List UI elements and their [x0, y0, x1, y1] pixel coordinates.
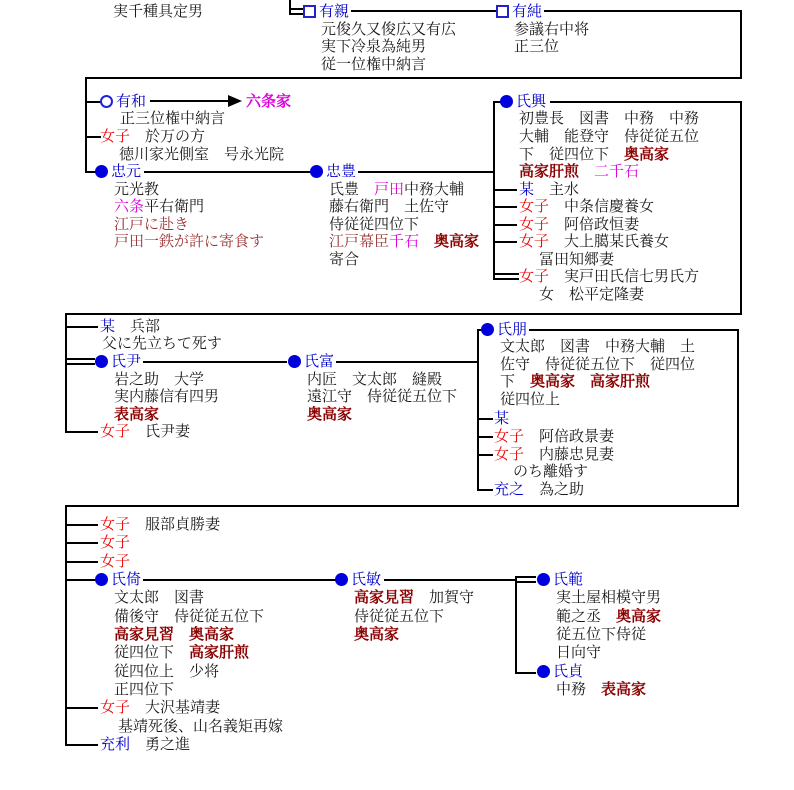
text-run: 充之 [494, 480, 525, 498]
person-detail [354, 626, 399, 642]
text-run: 女子 [494, 427, 525, 445]
text-run: 忠元 [111, 162, 142, 180]
text-run: 正三位 [514, 37, 560, 55]
text-run: 父に先立ちて死す [102, 334, 222, 352]
arrow-right-icon [228, 95, 242, 107]
person-name-daughter-abe-masakage [494, 428, 614, 444]
text-run: 従四位上 少将 [114, 662, 220, 680]
text-run: 日向守 [556, 643, 602, 661]
text-run: 初豊長 図書 中務 中務 [519, 109, 700, 127]
text-run: 六条 [114, 197, 145, 215]
connector-line [493, 189, 517, 191]
text-run: 侍従従五位下 [354, 607, 445, 625]
text-run: 阿倍政恒妻 [549, 215, 640, 233]
text-run: 侍従従四位下 [329, 215, 420, 233]
connector-line [65, 744, 98, 746]
person-detail [329, 233, 479, 249]
connector-line [144, 171, 311, 173]
person-name-daughter-nakajo [519, 198, 654, 214]
person-name-daughter-osawa [100, 699, 220, 715]
text-run: 江戸幕臣 [329, 232, 390, 250]
connector-line [384, 579, 516, 581]
connector-line [65, 561, 98, 563]
connector-line [477, 489, 493, 491]
text-run: 高家見習 [354, 588, 415, 606]
text-run: 某 [519, 180, 535, 198]
text-run: 有純 [512, 2, 543, 20]
text-run: 阿倍政景妻 [524, 427, 615, 445]
text-run: 奥高家 高家肝煎 [530, 372, 651, 390]
connector-line [65, 363, 95, 365]
text-run: のち離婚す [513, 462, 589, 480]
connector-line [550, 101, 742, 103]
person-detail [114, 681, 174, 697]
text-run: 氏範 [553, 570, 584, 588]
text-run: 大沢基靖妻 [130, 698, 221, 716]
text-run: 忠豊 [326, 162, 357, 180]
text-run: 氏尹妻 [130, 422, 191, 440]
connector-line [143, 579, 336, 581]
connector-line [493, 278, 519, 280]
text-run: 氏倚 [111, 570, 142, 588]
person-detail [539, 286, 644, 302]
text-run: 女子 [100, 533, 131, 551]
person-detail [114, 181, 159, 197]
text-run: 氏朋 [497, 320, 528, 338]
person-name-ujitada [111, 353, 141, 369]
person-name-son-mondo [519, 181, 579, 197]
connector-line [529, 329, 739, 331]
person-name-ujinori [553, 571, 583, 587]
text-run: 女子 [519, 197, 550, 215]
label-fragment-note [113, 3, 203, 19]
person-name-arichika [319, 3, 349, 19]
person-detail [500, 356, 695, 372]
filled-circle-marker-icon [500, 95, 513, 108]
connector-line [65, 579, 95, 581]
text-run: 範之丞 [556, 607, 602, 625]
text-run: 某 [494, 409, 510, 427]
filled-circle-marker-icon [481, 323, 494, 336]
text-run: 実千種具定男 [113, 2, 204, 20]
filled-circle-marker-icon [335, 573, 348, 586]
text-run: 服部貞勝妻 [130, 515, 221, 533]
connector-line [85, 77, 742, 79]
person-detail [118, 718, 283, 734]
text-run: 正三位権中納言 [120, 109, 226, 127]
text-run: 千石 [389, 232, 420, 250]
person-name-ujiyori [111, 571, 141, 587]
filled-circle-marker-icon [95, 355, 108, 368]
text-run: 氏興 [516, 92, 547, 110]
person-name-ujitomi [304, 353, 334, 369]
text-run: 於万の方 [130, 127, 206, 145]
text-run: 某 [100, 317, 116, 335]
person-name-daughter-tomita [519, 233, 669, 249]
person-detail [513, 463, 588, 479]
connector-line [493, 273, 519, 275]
text-run: 従一位権中納言 [321, 55, 427, 73]
text-run: 表高家 [114, 405, 160, 423]
filled-circle-marker-icon [310, 165, 323, 178]
text-run: 遠江守 侍従従五位下 [307, 387, 458, 405]
text-run: 基靖死後、山名義矩再嫁 [118, 717, 284, 735]
person-name-son-2 [494, 410, 509, 426]
text-run: 女子 [494, 445, 525, 463]
person-detail [514, 38, 559, 54]
connector-line [477, 436, 493, 438]
text-run: 女子 [519, 215, 550, 233]
person-detail [514, 21, 589, 37]
text-run: 氏貞 [553, 662, 584, 680]
person-detail [114, 663, 219, 679]
text-run: 参議右中将 [514, 20, 590, 38]
text-run: 従四位上 [500, 390, 561, 408]
connector-line [477, 454, 493, 456]
connector-line [289, 0, 291, 15]
text-run: 従四位下 [114, 643, 190, 661]
person-detail [114, 388, 219, 404]
text-run: 女子 [100, 515, 131, 533]
person-name-ujisada [553, 663, 583, 679]
text-run: 女子 [100, 127, 131, 145]
text-run: 正四位下 [114, 680, 175, 698]
text-run: 大上臈某氏養女 [549, 232, 670, 250]
text-run: 文太郎 図書 中務大輔 土 [500, 337, 696, 355]
text-run: 高家肝煎 [519, 162, 580, 180]
text-run: 佐守 侍従従五位下 従四位 [500, 355, 696, 373]
text-run: 下 [500, 372, 531, 390]
connector-line [493, 241, 517, 243]
person-detail [321, 38, 426, 54]
text-run: 高家肝煎 [189, 643, 250, 661]
person-detail [556, 589, 661, 605]
text-run: 藤右衛門 土佐守 [329, 197, 450, 215]
square-marker-icon [496, 5, 509, 18]
connector-line [85, 77, 87, 173]
text-run: 内匠 文太郎 縫殿 [307, 370, 443, 388]
person-name-tadamoto [111, 163, 141, 179]
filled-circle-marker-icon [288, 355, 301, 368]
text-run: 女子 [100, 698, 131, 716]
text-run: 氏富 [304, 352, 335, 370]
text-run: 為之助 [524, 480, 585, 498]
text-run: 有親 [319, 2, 350, 20]
text-run: 寄合 [329, 250, 360, 268]
person-detail [120, 110, 225, 126]
open-circle-marker-icon [100, 95, 113, 108]
person-detail [307, 388, 457, 404]
person-detail [519, 163, 639, 179]
person-detail [556, 681, 646, 697]
text-run: 有和 [116, 92, 147, 110]
connector-line [493, 101, 495, 280]
connector-line [65, 707, 98, 709]
person-detail [556, 608, 661, 624]
person-name-ujitoshi [351, 571, 381, 587]
person-detail [114, 216, 189, 232]
text-run: 平右衛門 [144, 197, 205, 215]
person-detail [354, 589, 474, 605]
text-run: 戸田 [374, 180, 405, 198]
person-detail [500, 391, 560, 407]
person-detail [556, 644, 601, 660]
person-detail [114, 644, 249, 660]
connector-line [65, 313, 67, 433]
connector-line [477, 329, 479, 491]
person-detail [114, 371, 204, 387]
text-run: 中務大輔 [404, 180, 465, 198]
connector-line [65, 542, 98, 544]
connector-line [150, 100, 228, 102]
text-run: 中条信慶養女 [549, 197, 655, 215]
text-run: 主水 [534, 180, 580, 198]
text-run: 奥高家 [307, 405, 353, 423]
text-run: 奥高家 [601, 607, 662, 625]
person-detail [114, 198, 204, 214]
person-detail [539, 251, 614, 267]
text-run: 従五位下侍従 [556, 625, 647, 643]
person-name-daughter-ujitada-wife [100, 423, 190, 439]
text-run: 実内藤信有四男 [114, 387, 220, 405]
connector-line [143, 361, 287, 363]
connector-line [65, 505, 67, 746]
text-run: 岩之助 大学 [114, 370, 205, 388]
text-run: 女子 [100, 422, 131, 440]
person-detail [519, 146, 669, 162]
connector-line [85, 101, 101, 103]
person-name-mitsutoshi [100, 736, 190, 752]
person-detail [114, 233, 264, 249]
connector-line [358, 171, 494, 173]
connector-line [85, 136, 101, 138]
connector-line [65, 326, 98, 328]
connector-line [65, 524, 98, 526]
connector-line [515, 576, 517, 674]
connector-line [65, 431, 98, 433]
person-detail [329, 251, 359, 267]
text-run: 充利 [100, 735, 131, 753]
connector-line [65, 505, 739, 507]
text-run: 奥高家 [609, 145, 670, 163]
connector-line [515, 576, 536, 578]
person-detail [114, 589, 204, 605]
person-detail [500, 338, 695, 354]
filled-circle-marker-icon [95, 573, 108, 586]
person-name-daughter-3 [100, 553, 130, 569]
text-run: 奥高家 [354, 625, 400, 643]
text-run: 女子 [100, 552, 131, 570]
person-detail [519, 110, 699, 126]
text-run: 冨田知郷妻 [539, 250, 615, 268]
person-detail [329, 181, 464, 197]
text-run: 氏豊 [329, 180, 375, 198]
square-marker-icon [303, 5, 316, 18]
person-detail [329, 216, 419, 232]
connector-line [65, 313, 742, 315]
text-run: 女子 [519, 267, 550, 285]
person-name-arikazu [116, 93, 146, 109]
connector-line [351, 10, 497, 12]
text-run: 実戸田氏信七男氏方 [549, 267, 700, 285]
text-run: 勇之進 [130, 735, 191, 753]
text-run: 元俊久又俊広又有広 [321, 20, 457, 38]
person-name-son-hyobu [100, 318, 160, 334]
person-detail [307, 406, 352, 422]
text-run: 六条家 [246, 92, 292, 110]
text-run: 文太郎 図書 [114, 588, 205, 606]
text-run: 氏尹 [111, 352, 142, 370]
connector-line [477, 418, 493, 420]
connector-line [336, 361, 478, 363]
text-run: 氏敏 [351, 570, 382, 588]
person-detail [114, 406, 159, 422]
person-name-daughter-matsudaira [519, 268, 699, 284]
connector-line [493, 224, 517, 226]
person-name-daughter-2 [100, 534, 130, 550]
person-name-daughter-naito [494, 446, 614, 462]
person-detail [519, 128, 699, 144]
text-run: 女子 [519, 232, 550, 250]
person-detail [321, 21, 456, 37]
connector-line [515, 672, 536, 674]
label-rokujo-family [246, 93, 291, 109]
person-detail [321, 56, 426, 72]
person-detail [307, 371, 442, 387]
connector-line [740, 10, 742, 79]
person-detail [500, 373, 650, 389]
connector-line [515, 581, 536, 583]
text-run: 表高家 [586, 680, 647, 698]
person-name-daughter-oman [100, 128, 205, 144]
text-run: 徳川家光側室 号永光院 [119, 145, 285, 163]
person-detail [102, 335, 222, 351]
text-run: 備後守 侍従従五位下 [114, 607, 265, 625]
filled-circle-marker-icon [537, 665, 550, 678]
text-run: 高家見習 奥高家 [114, 625, 235, 643]
text-run: 内藤忠見妻 [524, 445, 615, 463]
person-detail [556, 626, 646, 642]
person-detail [119, 146, 284, 162]
connector-line [740, 101, 742, 315]
text-run: 戸田一鉄が許に寄食す [114, 232, 265, 250]
text-run: 実土屋相模守男 [556, 588, 662, 606]
person-name-ujitomo [497, 321, 527, 337]
text-run: 奥高家 [419, 232, 480, 250]
text-run: 女 松平定隆妻 [539, 285, 645, 303]
filled-circle-marker-icon [95, 165, 108, 178]
person-detail [114, 608, 264, 624]
person-detail [329, 198, 449, 214]
text-run: 加賀守 [414, 588, 475, 606]
text-run: 兵部 [115, 317, 161, 335]
connector-line [65, 358, 95, 360]
person-name-arizumi [512, 3, 542, 19]
text-run: 元光教 [114, 180, 160, 198]
connector-line [493, 206, 517, 208]
text-run: 大輔 能登守 侍従従五位 [519, 127, 700, 145]
connector-line [544, 10, 742, 12]
text-run: 江戸に赴き [114, 215, 190, 233]
person-name-daughter-abe-masatsune [519, 216, 639, 232]
text-run: 中務 [556, 680, 587, 698]
filled-circle-marker-icon [537, 573, 550, 586]
text-run: 下 従四位下 [519, 145, 610, 163]
person-name-mitsuyuki [494, 481, 584, 497]
person-detail [114, 626, 234, 642]
person-name-ujioki [516, 93, 546, 109]
person-detail [354, 608, 444, 624]
person-name-tadatoyo [326, 163, 356, 179]
text-run: 実下冷泉為純男 [321, 37, 427, 55]
connector-line [737, 329, 739, 507]
text-run: 二千石 [579, 162, 640, 180]
person-name-daughter-hattori [100, 516, 220, 532]
